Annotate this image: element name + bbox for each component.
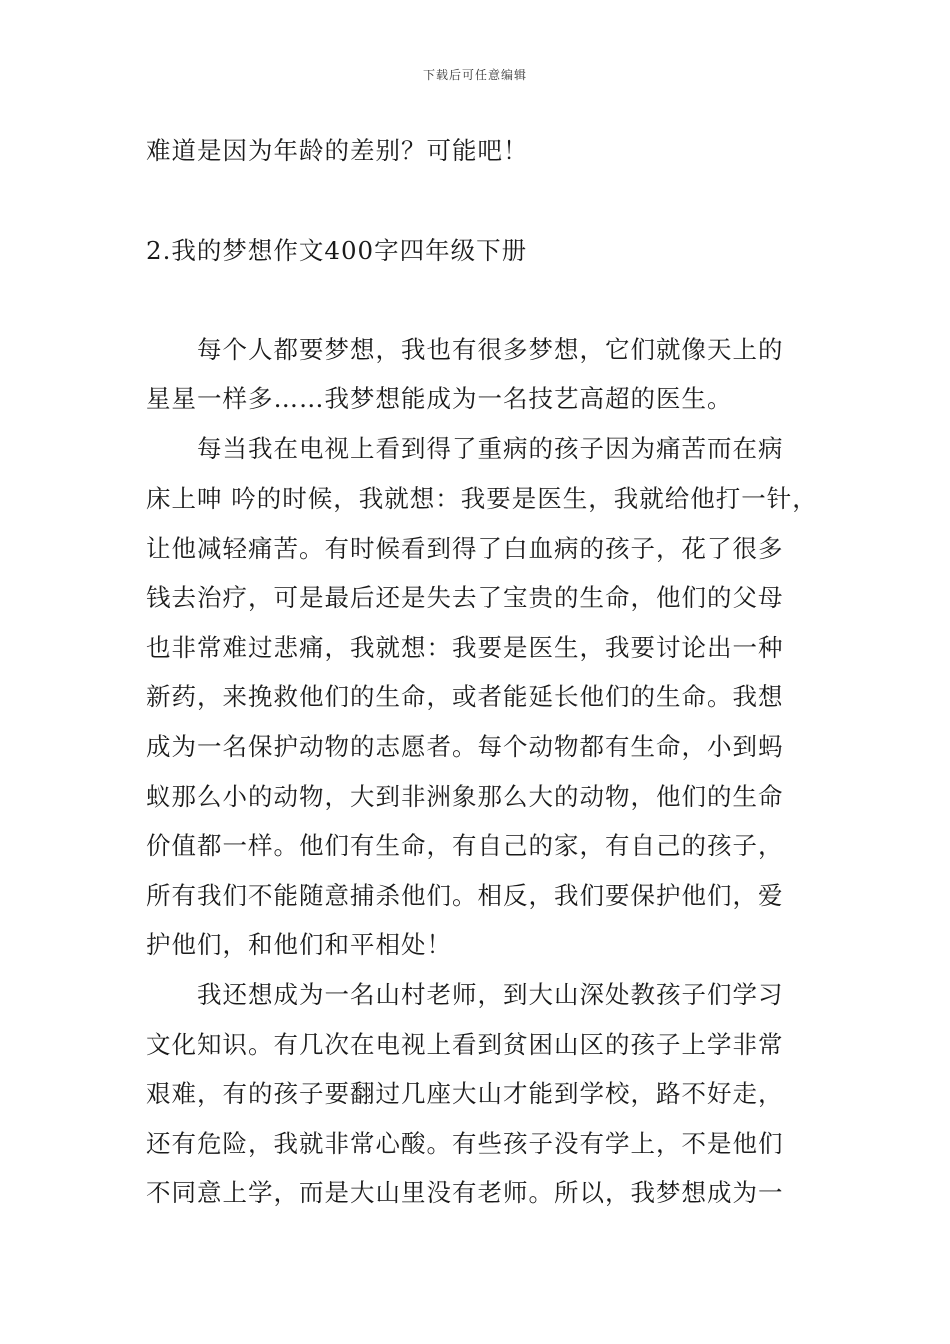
- intro-line: 难道是因为年龄的差别？可能吧！: [146, 136, 529, 165]
- paragraph-2-line-4: 钱去治疗，可是最后还是失去了宝贵的生命，他们的父母: [146, 583, 784, 612]
- paragraph-3-line-2: 文化知识。有几次在电视上看到贫困山区的孩子上学非常: [146, 1030, 784, 1059]
- paragraph-2-line-6: 新药，来挽救他们的生命，或者能延长他们的生命。我想: [146, 682, 784, 711]
- paragraph-2-line-9: 价值都一样。他们有生命，有自己的家，有自己的孩子，: [146, 831, 784, 860]
- paragraph-3-line-5: 不同意上学，而是大山里没有老师。所以，我梦想成为一: [146, 1178, 784, 1207]
- paragraph-1-line-2: 星星一样多……我梦想能成为一名技艺高超的医生。: [146, 384, 733, 413]
- paragraph-2-line-5: 也非常难过悲痛，我就想：我要是医生，我要讨论出一种: [146, 633, 784, 662]
- paragraph-2-line-2: 床上呻 吟的时候，我就想：我要是医生，我就给他打一针，: [146, 484, 818, 513]
- section-heading: 2.我的梦想作文400字四年级下册: [146, 236, 528, 265]
- paragraph-3-line-4: 还有危险，我就非常心酸。有些孩子没有学上，不是他们: [146, 1129, 784, 1158]
- page-header: 下载后可任意编辑: [422, 68, 527, 82]
- paragraph-3-line-1: 我还想成为一名山村老师，到大山深处教孩子们学习: [146, 980, 784, 1009]
- paragraph-3-line-3: 艰难，有的孩子要翻过几座大山才能到学校，路不好走，: [146, 1079, 784, 1108]
- paragraph-2-line-8: 蚁那么小的动物，大到非洲象那么大的动物，他们的生命: [146, 782, 784, 811]
- paragraph-2-line-10: 所有我们不能随意捕杀他们。相反，我们要保护他们，爱: [146, 881, 784, 910]
- paragraph-1-line-1: 每个人都要梦想，我也有很多梦想，它们就像天上的: [146, 335, 784, 364]
- paragraph-2-line-1: 每当我在电视上看到得了重病的孩子因为痛苦而在病: [146, 434, 784, 463]
- paragraph-2-line-11: 护他们，和他们和平相处！: [146, 930, 452, 959]
- paragraph-2-line-7: 成为一名保护动物的志愿者。每个动物都有生命，小到蚂: [146, 732, 784, 761]
- paragraph-2-line-3: 让他减轻痛苦。有时候看到得了白血病的孩子，花了很多: [146, 534, 784, 563]
